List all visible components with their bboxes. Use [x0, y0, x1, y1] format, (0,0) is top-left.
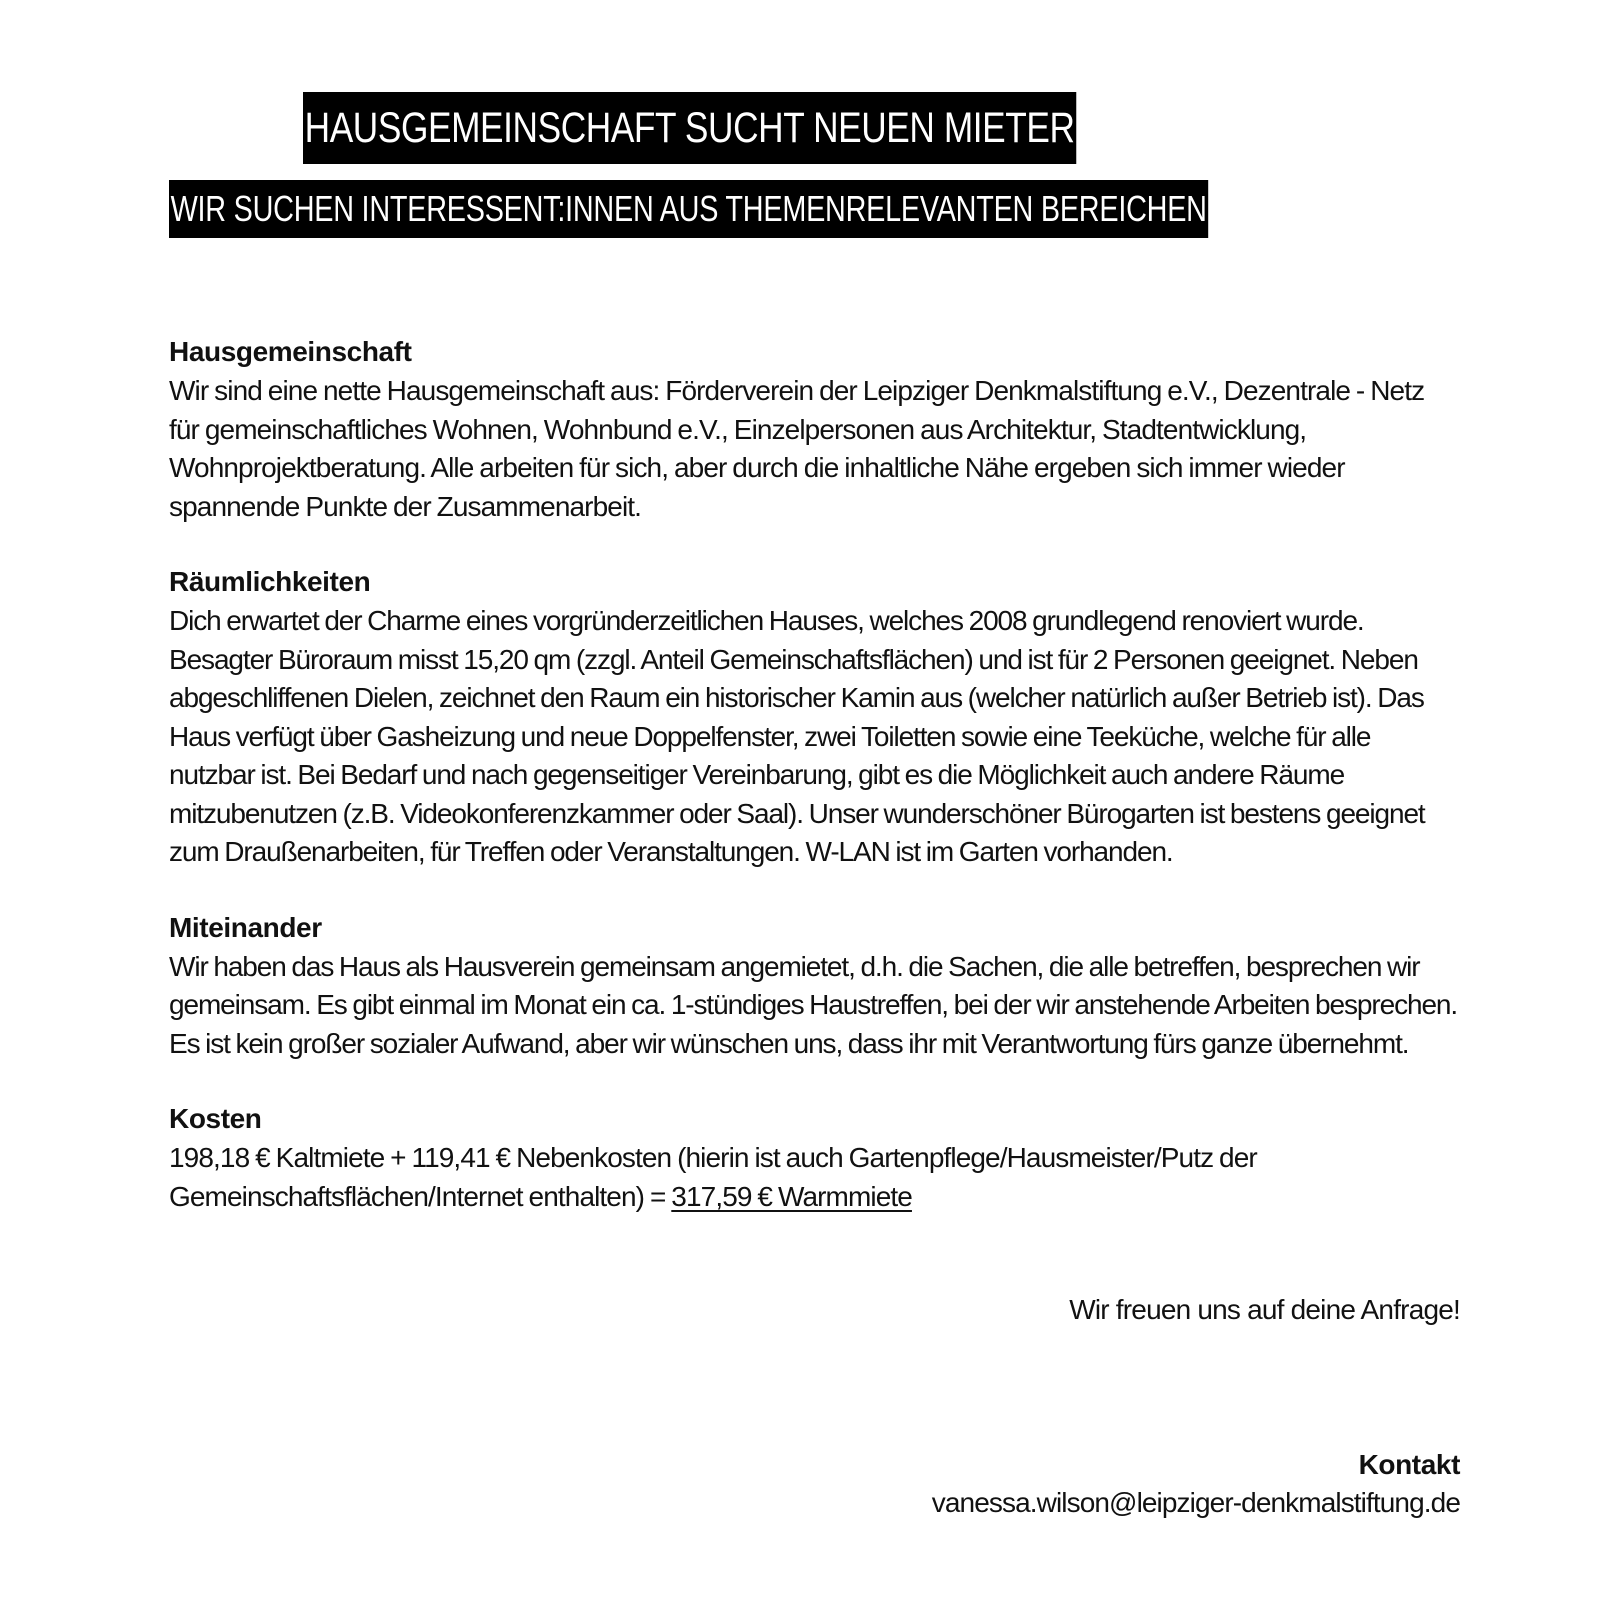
contact-title: Kontakt — [1358, 1449, 1460, 1480]
section-text: Dich erwartet der Charme eines vorgründerzeitlichen Hauses, welches 2008 grundlegend renoviert wurde. Besagter Büroraum misst 15,20 qm (zzgl. Anteil Gemeinschaftsflächen) und ist für 2 Personen geeignet. Neben abgeschliffenen Dielen, zeichnet den Raum ein historischer Kamin aus (welcher natürlich außer Betrieb ist). Das Haus verfügt über Gasheizung und neue Doppelfenster, zwei Toiletten sowie eine Teeküche, welche für alle nutzbar ist. Bei Bedarf und nach gegenseitiger Vereinbarung, gibt es die Möglichkeit auch andere Räume mitzubenutzen (z.B. Videokonferenzkammer oder Saal). Unser wunderschöner Bürogarten ist bestens geeignet zum Draußenarbeiten, für Treffen oder Veranstaltungen. W-LAN ist im Garten vorhanden. — [169, 605, 1425, 867]
section-title: Hausgemeinschaft — [169, 336, 412, 367]
section-miteinander — [169, 908, 1459, 1064]
section-title: Kosten — [169, 1103, 262, 1134]
section-text: Wir haben das Haus als Hausverein gemeinsam angemietet, d.h. die Sachen, die alle betreffen, besprechen wir gemeinsam. Es gibt einmal im Monat ein ca. 1-stündiges Haustreffen, bei der wir anstehende Arbeiten besprechen. Es ist kein großer sozialer Aufwand, aber wir wünschen uns, dass ihr mit Verantwortung fürs ganze übernehmt. — [169, 950, 1458, 1059]
section-title: Räumlichkeiten — [169, 566, 371, 597]
subheadline-banner: WIR SUCHEN INTERESSENT:INNEN AUS THEMENRELEVANTEN BEREICHEN — [169, 180, 1208, 238]
headline-banner: HAUSGEMEINSCHAFT SUCHT NEUEN MIETER — [303, 92, 1076, 164]
contact-email[interactable]: vanessa.wilson@leipziger-denkmalstiftung.de — [931, 1487, 1460, 1518]
section-title: Miteinander — [169, 911, 322, 943]
cost-breakdown: 198,18 € Kaltmiete + 119,41 € Nebenkosten (hierin ist auch Gartenpflege/Hausmeister/Putz der Gemeinschaftsflächen/Internet enthalten) = — [169, 1142, 1257, 1212]
body-content — [169, 332, 1459, 1252]
section-hausgemeinschaft — [169, 332, 1459, 526]
section-text — [169, 1139, 1459, 1216]
section-text: Wir sind eine nette Hausgemeinschaft aus: Förderverein der Leipziger Denkmalstiftung e.V., Dezentrale - Netz für gemeinschaftliches Wohnen, Wohnbund e.V., Einzelpersonen aus Architektur, Stadtentwicklung, Wohnprojektberatung. Alle arbeiten für sich, aber durch die inhaltliche Nähe ergeben sich immer wieder spannende Punkte der Zusammenarbeit. — [169, 375, 1425, 522]
section-kosten — [169, 1099, 1459, 1216]
contact-block — [932, 1446, 1460, 1522]
section-raeumlichkeiten — [169, 562, 1459, 872]
warm-rent-total: 317,59 € Warmmiete — [671, 1180, 912, 1212]
closing-line: Wir freuen uns auf deine Anfrage! — [1069, 1294, 1460, 1325]
